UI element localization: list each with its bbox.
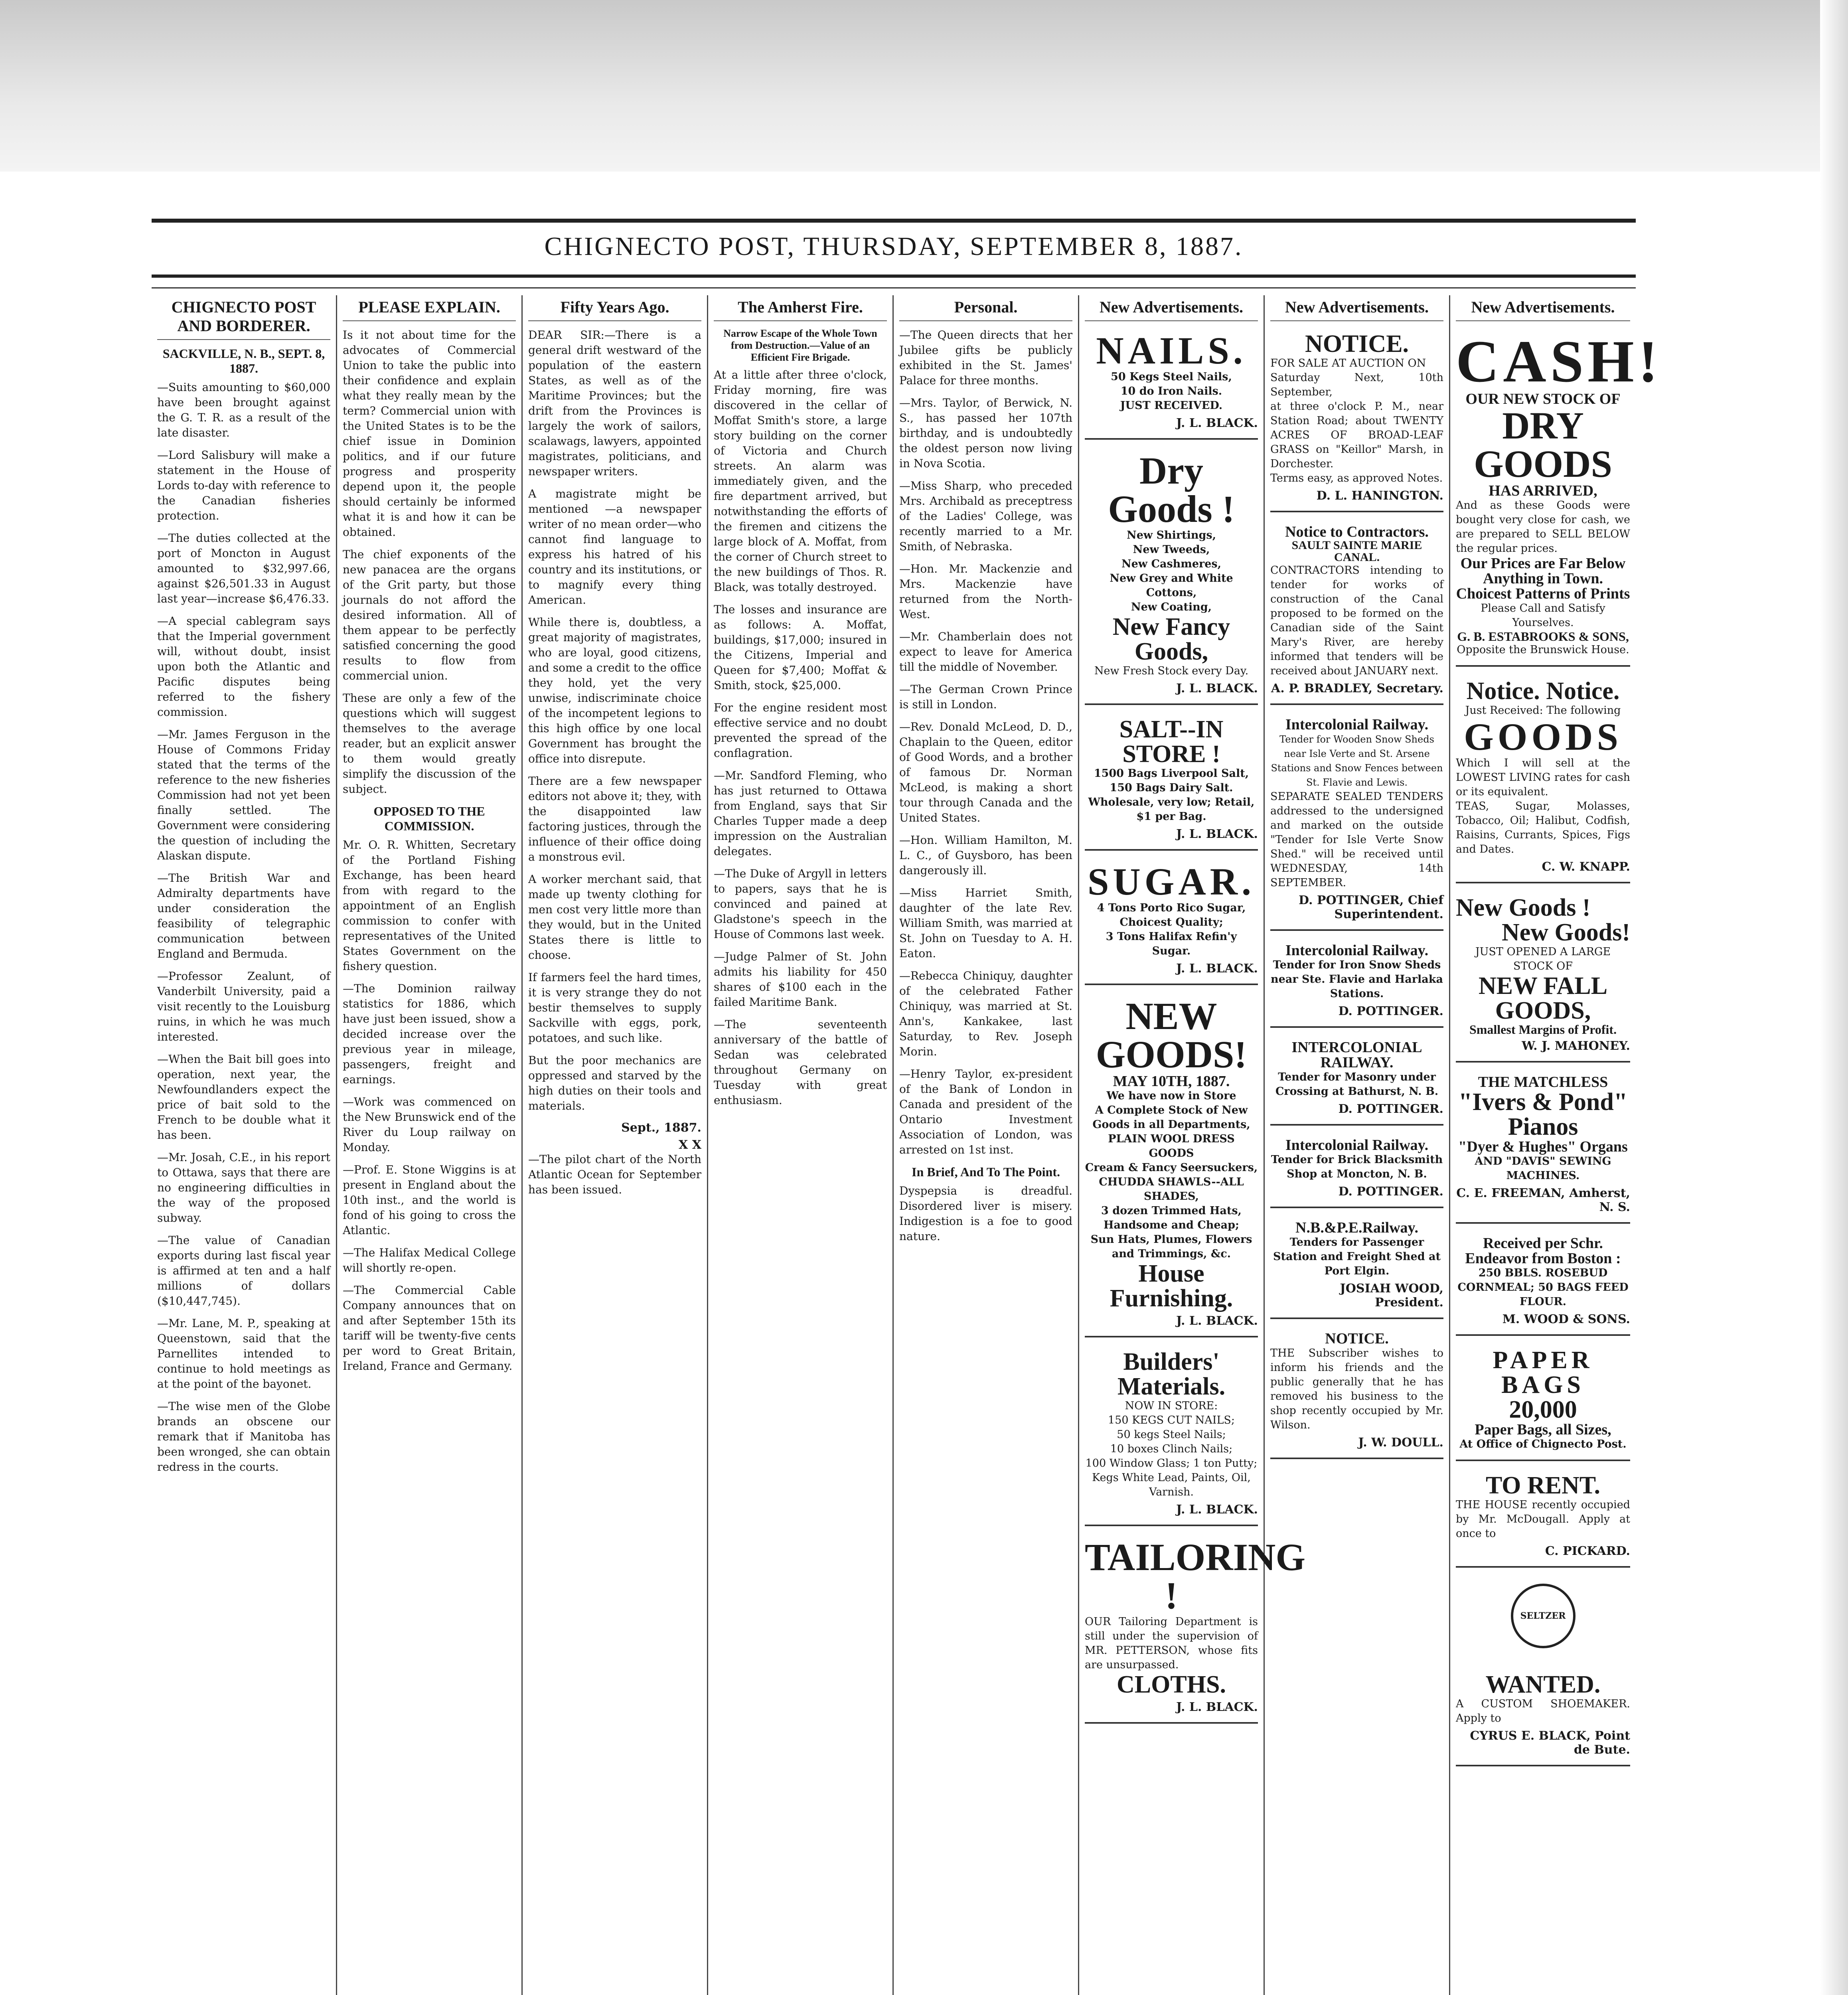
column-1-heading: CHIGNECTO POST AND BORDERER. (157, 295, 330, 340)
ad-nbpe-railway (1270, 1216, 1443, 1319)
ad-body: 1500 Bags Liverpool Salt, 150 Bags Dairy Salt. Wholesale, very low; Retail, $1 per Bag. (1088, 767, 1255, 823)
article-paragraph: DEAR SIR:—There is a general drift westward of the population of the eastern States, as well as of the Maritime Provinces; but the drift from the Provinces is largely the work of sailors, scalawags, lawyers, appointed magistrates, politicians, and newspaper writers. (528, 328, 701, 478)
column-7-heading: New Advertisements. (1270, 295, 1443, 321)
article-paragraph: —The Dominion railway statistics for 1886, which have just been issued, show a decided increase over the previous year in mileage, passengers, freight and earnings. (343, 982, 516, 1086)
ad-title: Notice to Contractors. (1285, 523, 1429, 540)
ad-title: N.B.&P.E.Railway. (1295, 1219, 1418, 1236)
ad-title: WANTED. (1485, 1671, 1601, 1698)
masthead (152, 219, 1636, 278)
article-paragraph: —Hon. Mr. Mackenzie and Mrs. Mackenzie have returned from the North-West. (899, 562, 1072, 621)
ad-pianos (1456, 1071, 1630, 1224)
article-paragraph: —Mr. Lane, M. P., speaking at Queenstown, said that the Parnellites intended to continue to hold meetings as at the point of the bayonet. (157, 1317, 330, 1391)
ad-new-fall-goods (1456, 891, 1630, 1063)
article-paragraph: But the poor mechanics are oppressed and starved by the high duties on their tools and materials. (528, 1054, 701, 1112)
column-5 (894, 295, 1079, 1995)
ad-intercolonial-2 (1270, 939, 1443, 1028)
article-paragraph: —Prof. E. Stone Wiggins is at present in England about the 10th inst., and the world is fond of his going to cross the Atlantic. (343, 1163, 516, 1237)
article-paragraph: —The pilot chart of the North Atlantic Ocean for September has been issued. (528, 1153, 701, 1196)
ad-title: Dry Goods ! (1108, 449, 1235, 530)
article-paragraph: Is it not about time for the advocates of Commercial Union to take the public into their confidence and explain what they really mean by the term? Commercial union with the United States is to be the chief issue in Dominion politics, and if our future progress and prosperity depend upon it, the people should certainly be informed what it is and how it can be obtained. (343, 328, 516, 539)
ad-body: THE HOUSE recently occupied by Mr. McDougall. Apply at once to (1456, 1499, 1630, 1540)
ad-to-rent (1456, 1469, 1630, 1568)
article-paragraph: —The British War and Admiralty departments have under consideration the feasibility of telegraphic communication between England and Bermuda. (157, 871, 330, 960)
article-paragraph: —Suits amounting to $60,000 have been brought against the G. T. R. as a result of the late disaster. (157, 381, 330, 439)
ad-signature: D. POTTINGER. (1338, 1004, 1443, 1018)
ad-body: THE Subscriber wishes to inform his friends and the public generally that he has removed his business to the shop recently occupied by Mr. Wilson. (1270, 1347, 1443, 1431)
ad-cash-dry-goods (1456, 328, 1662, 667)
ad-title: NEW GOODS! (1096, 995, 1247, 1076)
article-paragraph: A magistrate might be mentioned —a newspaper writer of no mean order—who cannot find language to express his hatred of his country and its institutions, or to magnify every thing American. (528, 487, 701, 606)
article-paragraph: —Mr. Josah, C.E., in his report to Ottawa, says that there are no engineering difficulties in the way of the proposed subway. (157, 1151, 330, 1225)
ad-intercolonial-4 (1270, 1134, 1443, 1208)
ad-body: 4 Tons Porto Rico Sugar, Choicest Quality; 3 Tons Halifax Refin'y Sugar. (1097, 902, 1246, 957)
ad-paper-bags (1456, 1344, 1630, 1461)
ad-signature: C. W. KNAPP. (1542, 860, 1630, 874)
ad-title: DRY GOODS (1474, 404, 1612, 485)
ad-body: SEPARATE SEALED TENDERS addressed to the undersigned and marked on the outside "Tender for Isle Verte Snow Shed." will be received until WEDNESDAY, 14th SEPTEMBER. (1270, 790, 1443, 889)
ad-signature: J. L. BLACK. (1176, 416, 1258, 430)
article-paragraph: —The Halifax Medical College will shortly re-open. (343, 1246, 516, 1274)
scan-margin-top (0, 0, 1848, 172)
column-8-heading: New Advertisements. (1456, 295, 1630, 321)
ad-body: At Office of Chignecto Post. (1459, 1438, 1627, 1450)
seltzer-seal-icon (1511, 1584, 1576, 1648)
ad-title: TAILORING ! (1085, 1536, 1305, 1617)
ad-nails (1085, 328, 1258, 440)
ad-subtitle: OUR NEW STOCK OF (1465, 391, 1621, 407)
ad-body: Please Call and Satisfy Yourselves. (1481, 602, 1605, 629)
ad-signature: J. W. DOULL. (1358, 1436, 1443, 1450)
seal-label: SELTZER (1520, 1611, 1566, 1621)
ad-title: Intercolonial Railway. (1285, 942, 1429, 959)
article-paragraph: —Mr. Sandford Fleming, who has just returned to Ottawa from England, says that Sir Charles Tupper made a deep impression on the Australian delegates. (714, 769, 887, 858)
ad-subtitle: Smallest Margins of Profit. (1469, 1022, 1617, 1037)
ad-body: And as these Goods were bought very close for cash, we are prepared to SELL BELOW the regular prices. (1456, 499, 1630, 555)
article-paragraph: The losses and insurance are as follows: A. Moffat, buildings, $17,000; insured in the Citizens, Imperial and Queen for $7,400; Moffat & Smith, stock, $25,000. (714, 603, 887, 692)
article-paragraph: —The Queen directs that her Jubilee gifts be publicly exhibited in the St. James' Palace for three months. (899, 328, 1072, 387)
ad-body: 50 Kegs Steel Nails, 10 do Iron Nails. JUST RECEIVED. (1111, 371, 1232, 412)
column-6 (1079, 295, 1305, 1995)
ad-subtitle: THE MATCHLESS (1478, 1074, 1608, 1090)
ad-title: PAPER BAGS (1493, 1347, 1593, 1398)
ad-contractors (1270, 520, 1443, 705)
ad-title: CLOTHS. (1117, 1671, 1226, 1698)
ad-title: Builders' Materials. (1117, 1348, 1226, 1400)
ad-title: TO RENT. (1485, 1472, 1601, 1499)
ad-signature: W. J. MAHONEY. (1522, 1039, 1630, 1053)
ad-count: 20,000 (1509, 1396, 1577, 1423)
ad-signature: CYRUS E. BLACK, Point de Bute. (1470, 1729, 1630, 1757)
ad-subtitle: Tender for Iron Snow Sheds near Ste. Flavie and Harlaka Stations. (1271, 959, 1443, 1000)
ad-signature: D. POTTINGER, Chief Superintendent. (1299, 893, 1443, 921)
article-paragraph: —Rebecca Chiniquy, daughter of the celebrated Father Chiniquy, was married at St. Ann's, Kankakee, last Saturday, to Rev. Joseph Morin. (899, 969, 1072, 1058)
ad-signature: J. L. BLACK. (1176, 1700, 1258, 1714)
column-8 (1450, 295, 1662, 1995)
column-4 (708, 295, 894, 1995)
ad-subtitle: HAS ARRIVED, (1489, 482, 1597, 499)
column-4-heading: The Amherst Fire. (714, 295, 887, 321)
ad-body: OUR Tailoring Department is still under the supervision of MR. PETTERSON, whose fits are unsurpassed. (1085, 1616, 1258, 1671)
article-paragraph: —Mr. Chamberlain does not expect to leave for America till the middle of November. (899, 630, 1072, 674)
article-paragraph: —Miss Sharp, who preceded Mrs. Archibald as preceptress of the Ladies' College, was recently married to a Mr. Smith, of Nebraska. (899, 479, 1072, 553)
ad-title: New Fancy Goods, (1112, 613, 1230, 665)
article-paragraph: The chief exponents of the new panacea are the organs of the Grit party, but those journals do not afford the desired information. All of them appear to be perfectly satisfied concerning the good results to flow from commercial union. (343, 548, 516, 682)
ad-notice-goods (1456, 675, 1630, 883)
ad-removal-notice (1270, 1327, 1443, 1459)
article-paragraph: —Professor Zealunt, of Vanderbilt University, paid a visit recently to the Louisburg ruins, in which he was much interested. (157, 970, 330, 1043)
article-paragraph: —The Commercial Cable Company announces that on and after September 15th its tariff will be twenty-five cents per word to Great Britain, Ireland, France and Germany. (343, 1284, 516, 1373)
article-paragraph: —Mrs. Taylor, of Berwick, N. S., has passed her 107th birthday, and is undoubtedly the oldest person now living in Nova Scotia. (899, 396, 1072, 470)
article-paragraph: —Henry Taylor, ex-president of the Bank of London in Canada and president of the Ontario Investment Association of London, was arrested on 1st inst. (899, 1067, 1072, 1156)
column-1 (152, 295, 337, 1995)
ad-title: NAILS. (1096, 329, 1247, 372)
ad-title: NOTICE. (1305, 330, 1409, 358)
ad-subtitle: Our Prices are Far Below Anything in Town. (1460, 555, 1626, 587)
ad-title: "Dyer & Hughes" Organs (1458, 1138, 1628, 1155)
ad-title: Intercolonial Railway. (1285, 1137, 1429, 1154)
article-paragraph: At a little after three o'clock, Friday morning, fire was discovered in the cellar of Moffat Smith's store, a large story building on the corner of Victoria and Church streets. An alarm was immediately given, and the fire department arrived, but notwithstanding the efforts of the firemen and citizens the large block of A. Moffat, from the corner of Church street to the new buildings of Thos. R. Black, was totally destroyed. (714, 368, 887, 594)
ad-title: SUGAR. (1087, 860, 1256, 903)
article-paragraph: —Judge Palmer of St. John admits his liability for 450 shares of $100 each in the failed Maritime Bank. (714, 950, 887, 1009)
ad-signature: A. P. BRADLEY, Secretary. (1271, 681, 1443, 695)
ad-signature: J. L. BLACK. (1176, 681, 1258, 695)
ad-subtitle: Tender for Brick Blacksmith Shop at Moncton, N. B. (1271, 1154, 1443, 1180)
ad-signature: D. POTTINGER. (1338, 1102, 1443, 1116)
article-signature: X X (679, 1138, 701, 1152)
ad-title: INTERCOLONIAL RAILWAY. (1291, 1039, 1422, 1071)
article-paragraph: —The German Crown Prince is still in London. (899, 683, 1072, 711)
ad-title: Intercolonial Railway. (1285, 716, 1429, 733)
article-paragraph: —Work was commenced on the New Brunswick end of the River du Loup railway on Monday. (343, 1095, 516, 1154)
ad-signature: J. L. BLACK. (1176, 962, 1258, 976)
ad-subtitle: Tenders for Passenger Station and Freight Shed at Port Elgin. (1273, 1236, 1441, 1277)
ad-title: Received per Schr. Endeavor from Boston : (1465, 1235, 1621, 1267)
ad-subtitle: Paper Bags, all Sizes, (1475, 1421, 1611, 1438)
ad-title: SALT--IN STORE ! (1119, 716, 1224, 768)
article-paragraph: —The Duke of Argyll in letters to papers, says that he is convinced and pained at Gladstone's speech in the House of Commons last week. (714, 867, 887, 941)
ad-salt (1085, 713, 1258, 851)
ad-subtitle: SAULT SAINTE MARIE CANAL. (1291, 539, 1422, 564)
ad-wanted (1456, 1668, 1630, 1766)
ad-title: GOODS (1464, 715, 1622, 758)
ad-title: "Ivers & Pond" Pianos (1458, 1088, 1628, 1140)
ad-signature: J. L. BLACK. (1176, 827, 1258, 841)
ad-body: 250 BBLS. ROSEBUD CORNMEAL; 50 BAGS FEED FLOUR. (1457, 1267, 1629, 1308)
article-paragraph: A worker merchant said, that made up twenty clothing for men cost very little more than they would, but in the United States there is little to choose. (528, 873, 701, 962)
article-paragraph: —A special cablegram says that the Imperial government will, without doubt, insist upon both the Atlantic and Pacific disputes being referred to the fishery commission. (157, 614, 330, 719)
ad-body: New Fresh Stock every Day. (1094, 665, 1249, 677)
ad-body: Opposite the Brunswick House. (1457, 644, 1629, 656)
article-paragraph: While there is, doubtless, a great majority of magistrates, who are loyal, good citizens, and some a credit to the office they hold, yet the very unwise, indiscriminate choice of the incompetent legions to this high office by one local Government has brought the office into disrepute. (528, 616, 701, 765)
ad-signature: D. L. HANINGTON. (1316, 489, 1443, 503)
ad-body: NOW IN STORE: 150 KEGS CUT NAILS; 50 kegs Steel Nails; 10 boxes Clinch Nails; 100 Window Glass; 1 ton Putty; Kegs White Lead, Paints, Oil, Varnish. (1085, 1400, 1258, 1498)
ad-date: MAY 10TH, 1887. (1113, 1073, 1230, 1090)
ad-body: Which I will sell at the LOWEST LIVING rates for cash or its equivalent. TEAS, Sugar, Molasses, Tobacco, Oil; Halibut, Codfish, Raisins, Currants, Spices, Figs and Dates. (1456, 757, 1630, 855)
ad-body: FOR SALE AT AUCTION ON Saturday Next, 10th September, at three o'clock P. M., near Station Road; about TWENTY ACRES OF BROAD-LEAF GRASS on "Keillor" Marsh, in Dorchester. Terms easy, as approved Notes. (1270, 357, 1443, 484)
ad-dry-goods (1085, 448, 1258, 705)
ad-subtitle: Tender for Wooden Snow Sheds near Isle Verte and St. Arsene Stations and Snow Fences between St. Flavie and Lewis. (1271, 734, 1443, 788)
article-paragraph: If farmers feel the hard times, it is very strange they do not bestir themselves to supply Sackville with eggs, pork, potatoes, and such like. (528, 971, 701, 1045)
ad-signature: C. E. FREEMAN, Amherst, N. S. (1456, 1186, 1630, 1214)
article-date: Sept., 1887. (621, 1121, 701, 1135)
ad-body: We have now in Store A Complete Stock of New Goods in all Departments, PLAIN WOOL DRESS GOODS Cream & Fancy Seersuckers, CHUDDA SHAWLS--ALL SHADES, 3 dozen Trimmed Hats, Handsome and Cheap; Sun Hats, Plumes, Flowers and Trimmings, &c. (1085, 1090, 1258, 1260)
ad-title: Notice. Notice. (1466, 678, 1620, 705)
ad-tailoring (1085, 1534, 1305, 1724)
column-5-heading: Personal. (899, 295, 1072, 321)
article-paragraph: —Lord Salisbury will make a statement in the House of Lords to-day with reference to the Canadian fisheries protection. (157, 448, 330, 522)
column-2-heading: PLEASE EXPLAIN. (343, 295, 516, 321)
column-3-heading: Fifty Years Ago. (528, 295, 701, 321)
masthead-rule (152, 287, 1636, 288)
article-subhead: In Brief, And To The Point. (912, 1165, 1060, 1179)
ad-signature: C. PICKARD. (1545, 1544, 1630, 1558)
ad-title: New Goods ! (1456, 894, 1591, 921)
article-paragraph: —The wise men of the Globe brands an obscene our remark that if Manitoba has been wronged, she can obtain redress in the courts. (157, 1400, 330, 1474)
ad-title: New Goods! (1501, 919, 1630, 946)
column-2 (337, 295, 523, 1995)
ad-subtitle: JUST OPENED A LARGE STOCK OF (1475, 946, 1611, 972)
newspaper-columns (152, 295, 1662, 1995)
article-subhead: OPPOSED TO THE COMMISSION. (373, 804, 485, 833)
article-paragraph: —The duties collected at the port of Moncton in August amounted to $32,997.66, against $26,501.33 in August last year—increase $6,476.33. (157, 531, 330, 605)
ad-signature: M. WOOD & SONS. (1502, 1312, 1630, 1326)
article-paragraph: —Miss Harriet Smith, daughter of the late Rev. William Smith, was married at St. John on Tuesday to A. H. Eaton. (899, 886, 1072, 960)
ad-subtitle: Tender for Masonry under Crossing at Bathurst, N. B. (1275, 1071, 1439, 1098)
ad-body: New Shirtings, New Tweeds, New Cashmeres, New Grey and White Cottons, New Coating, (1110, 529, 1233, 613)
ad-body: CONTRACTORS intending to tender for works of construction of the Canal proposed to be formed on the Canadian side of the Saint Mary's River, are hereby informed that tenders will be received about JANUARY next. (1270, 564, 1443, 677)
scan-edge-right (1820, 0, 1848, 1995)
ad-auction-notice (1270, 328, 1443, 512)
ad-title: House Furnishing. (1110, 1260, 1233, 1312)
column-7 (1265, 295, 1450, 1995)
article-paragraph: These are only a few of the questions which will suggest themselves to the average reader, but an explicit answer to them would greatly simplify the discussion of the subject. (343, 691, 516, 796)
ad-subtitle: Just Received: The following (1465, 704, 1621, 717)
ad-new-goods (1085, 993, 1258, 1337)
article-paragraph: —The seventeenth anniversary of the battle of Sedan was celebrated throughout Germany on Tuesday with great enthusiasm. (714, 1018, 887, 1107)
ad-body: A CUSTOM SHOEMAKER. Apply to (1456, 1698, 1630, 1724)
ad-intercolonial-3 (1270, 1036, 1443, 1126)
article-paragraph: For the engine resident most effective service and no doubt prevented the spread of the conflagration. (714, 701, 887, 760)
article-paragraph: There are a few newspaper editors not above it; they, with the disappointed law factoring justices, through the influence of their office doing a monstrous evil. (528, 774, 701, 863)
article-paragraph: —Hon. William Hamilton, M. L. C., of Guysboro, has been dangerously ill. (899, 834, 1072, 877)
article-paragraph: Dyspepsia is dreadful. Disordered liver is misery. Indigestion is a foe to good nature. (899, 1184, 1072, 1243)
article-paragraph: —The value of Canadian exports during last fiscal year is affirmed at ten and a half millions of dollars ($10,447,745). (157, 1234, 330, 1308)
dateline: SACKVILLE, N. B., SEPT. 8, 1887. (162, 346, 325, 375)
ad-signature: G. B. ESTABROOKS & SONS, (1457, 629, 1629, 644)
article-paragraph: Mr. O. R. Whitten, Secretary of the Portland Fishing Exchange, has been heard from with regard to the appointment of an English commission to confer with representatives of the United States Government on the fishery question. (343, 838, 516, 973)
ad-subtitle: Choicest Patterns of Prints (1456, 585, 1630, 602)
ad-sugar (1085, 859, 1258, 985)
ad-cornmeal (1456, 1232, 1630, 1336)
article-paragraph: —Mr. James Ferguson in the House of Commons Friday stated that the terms of the reference to the new fisheries Commission had not yet been finally settled. The Government were considering the question of including the Alaskan dispute. (157, 728, 330, 862)
column-6-heading: New Advertisements. (1085, 295, 1258, 321)
ad-subtitle: AND "DAVIS" SEWING MACHINES. (1475, 1155, 1611, 1182)
ad-seltzer (1456, 1576, 1630, 1660)
ad-title: NEW FALL GOODS, (1478, 972, 1608, 1024)
ad-signature: D. POTTINGER. (1338, 1185, 1443, 1199)
ad-builders-materials (1085, 1345, 1258, 1526)
ad-title: CASH! (1456, 328, 1662, 395)
ad-signature: J. L. BLACK. (1176, 1503, 1258, 1517)
article-paragraph: —When the Bait bill goes into operation, next year, the Newfoundlanders expect the price of bait sold to the French to be double what it has been. (157, 1053, 330, 1142)
ad-signature: J. L. BLACK. (1176, 1314, 1258, 1328)
masthead-title: CHIGNECTO POST, THURSDAY, SEPTEMBER 8, 1887. (544, 232, 1243, 261)
article-paragraph: —Rev. Donald McLeod, D. D., Chaplain to the Queen, editor of Good Words, and a brother of famous Dr. Norman McLeod, is making a short tour through Canada and the United States. (899, 720, 1072, 824)
article-subhead: Narrow Escape of the Whole Town from Destruction.—Value of an Efficient Fire Brigade. (723, 328, 877, 363)
column-3 (523, 295, 708, 1995)
ad-title: NOTICE. (1325, 1330, 1389, 1347)
ad-signature: JOSIAH WOOD, President. (1340, 1282, 1443, 1310)
ad-intercolonial-1 (1270, 713, 1443, 931)
